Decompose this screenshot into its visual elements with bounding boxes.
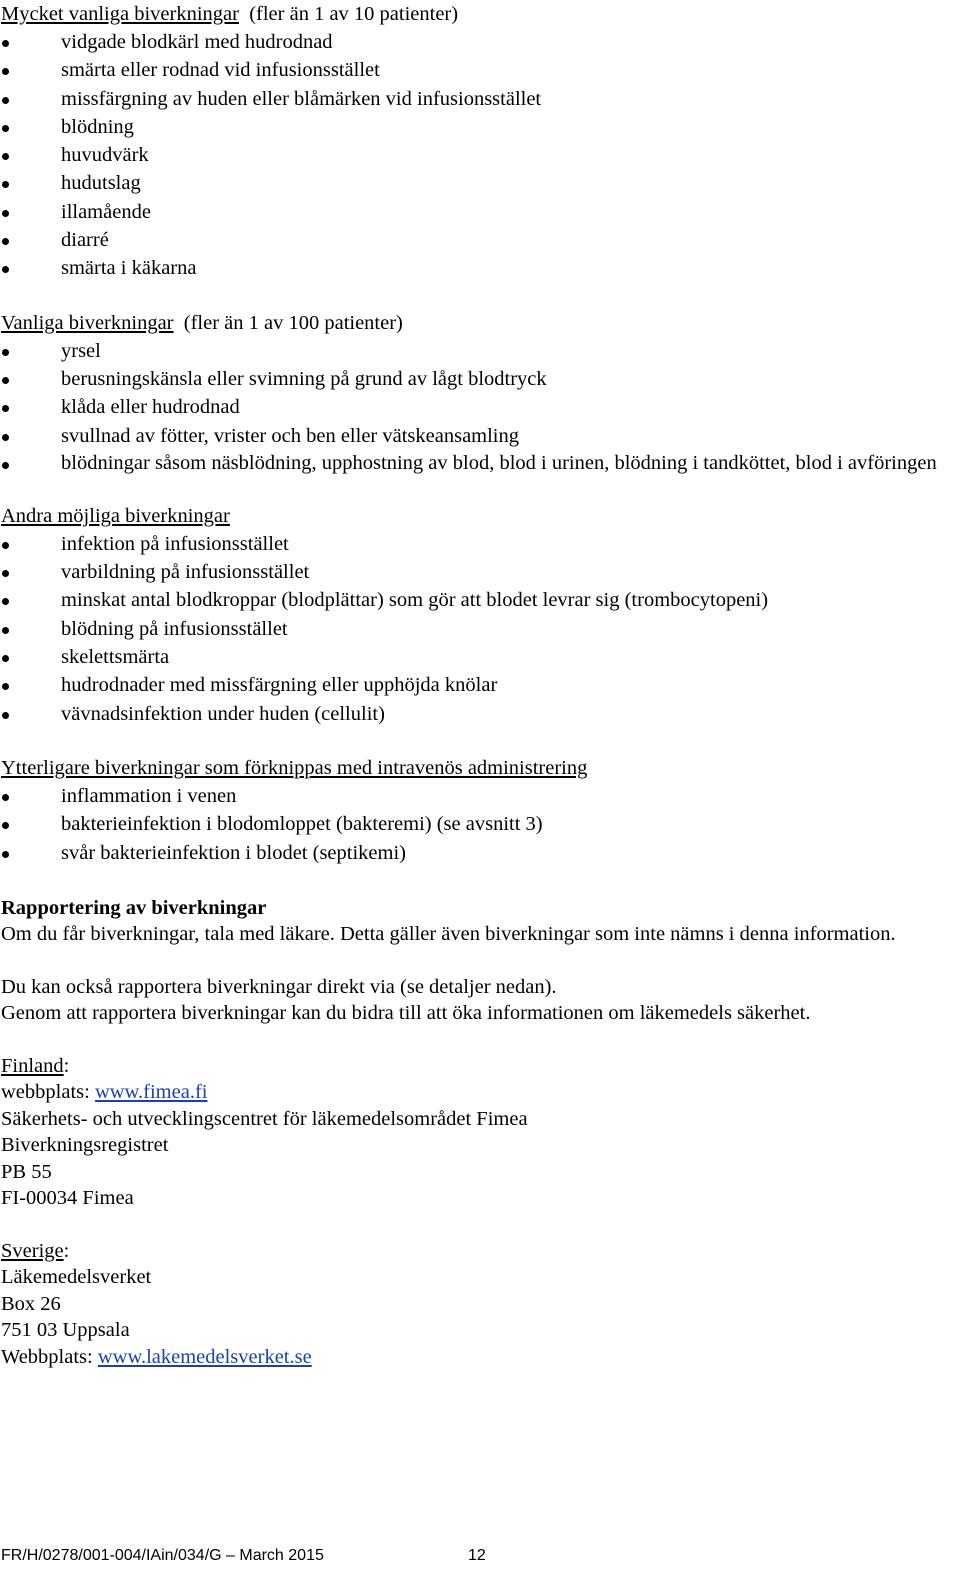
address-line: Biverkningsregistret [1,1134,169,1157]
bullet-icon [2,794,9,801]
bullet-icon [2,822,9,829]
list-item: minskat antal blodkroppar (blodplättar) som gör att blodet levrar sig (trombocytopeni) [1,586,959,614]
bullet-icon [2,40,9,47]
list-item: hudrodnader med missfärgning eller upphöjda knölar [1,671,959,699]
spacer [1,948,959,974]
contact-sverige [1,1238,959,1371]
section-heading [1,502,959,530]
bullet-icon [2,68,9,75]
bullet-icon [2,97,9,104]
list-item: huvudvärk [1,141,959,169]
section-heading-underlined: Mycket vanliga biverkningar [1,3,239,25]
page-number: 12 [468,1547,486,1564]
address-line: PB 55 [1,1160,52,1183]
bullet-icon [2,627,9,634]
section-iv-administration [1,754,959,867]
bullet-icon [2,462,9,469]
bullet-icon [2,210,9,217]
spacer [1,728,959,754]
bullet-icon [2,598,9,605]
section-heading-underlined: Vanliga biverkningar [1,311,174,334]
bullet-icon [2,542,9,549]
bullet-icon [2,125,9,132]
document-reference: FR/H/0278/001-004/IAin/034/G – March 2015 [1,1547,324,1564]
list-item: skelettsmärta [1,643,959,671]
list-item: smärta i käkarna [1,254,959,282]
bullet-list [1,337,959,476]
bullet-icon [2,238,9,245]
list-item: svår bakterieinfektion i blodet (septikemi) [1,839,959,867]
list-item: illamående [1,198,959,226]
list-item: missfärgning av huden eller blåmärken vid infusionsstället [1,85,959,113]
spacer [1,867,959,895]
reporting-paragraph: Genom att rapportera biverkningar kan du bidra till att öka informationen om läkemedels säkerhet. [1,1002,811,1025]
list-item: varbildning på infusionsstället [1,558,959,586]
address-line: FI-00034 Fimea [1,1187,134,1210]
list-item: inflammation i venen [1,782,959,810]
spacer [1,1212,959,1238]
section-heading-underlined: Ytterligare biverkningar som förknippas med intravenös administrering [1,756,588,779]
country-heading: Sverige: [1,1239,70,1262]
address-line: Box 26 [1,1292,61,1315]
section-heading-rest: (fler än 1 av 10 patienter) [249,3,459,25]
section-heading-rest: (fler än 1 av 100 patienter) [183,311,403,334]
spacer [1,476,959,502]
list-item: blödningar såsom näsblödning, upphostning av blod, blod i urinen, blödning i tandköttet, blod i avföringen [1,450,959,476]
section-heading-underlined: Andra möjliga biverkningar [1,504,230,527]
section-heading [1,754,959,782]
list-item: diarré [1,226,959,254]
list-item: vävnadsinfektion under huden (cellulit) [1,700,959,728]
spacer [1,283,959,309]
list-item: yrsel [1,337,959,365]
list-item: infektion på infusionsstället [1,530,959,558]
bullet-icon [2,405,9,412]
bullet-icon [2,153,9,160]
bullet-list [1,782,959,867]
website-line: webbplats: www.fimea.fi [1,1081,208,1104]
reporting-title: Rapportering av biverkningar [1,896,267,919]
bullet-icon [2,434,9,441]
bullet-icon [2,349,9,356]
bullet-icon [2,570,9,577]
reporting-paragraph: Du kan också rapportera biverkningar direkt via (se detaljer nedan). [1,975,557,998]
bullet-icon [2,266,9,273]
fimea-website-link[interactable]: www.fimea.fi [94,1081,208,1104]
list-item: klåda eller hudrodnad [1,393,959,421]
section-heading [1,0,959,28]
bullet-list [1,28,959,283]
lakemedelsverket-website-link[interactable]: www.lakemedelsverket.se [97,1345,312,1368]
page-footer [1,1546,486,1566]
bullet-icon [2,712,9,719]
list-item: blödning [1,113,959,141]
list-item: vidgade blodkärl med hudrodnad [1,28,959,56]
address-line: Säkerhets- och utvecklingscentret för läkemedelsområdet Fimea [1,1107,528,1130]
list-item: hudutslag [1,169,959,197]
bullet-icon [2,851,9,858]
reporting-section [1,895,959,1027]
address-line: Läkemedelsverket [1,1266,152,1289]
list-item: svullnad av fötter, vrister och ben eller vätskeansamling [1,422,959,450]
bullet-list [1,530,959,728]
contact-finland [1,1053,959,1212]
bullet-icon [2,655,9,662]
section-common [1,309,959,476]
list-item: smärta eller rodnad vid infusionsstället [1,56,959,84]
list-item: berusningskänsla eller svimning på grund av lågt blodtryck [1,365,959,393]
section-very-common [1,0,959,283]
website-line: Webbplats: www.lakemedelsverket.se [1,1345,312,1368]
bullet-icon [2,181,9,188]
spacer [1,1027,959,1053]
country-heading: Finland: [1,1054,70,1077]
list-item: bakterieinfektion i blodomloppet (bakteremi) (se avsnitt 3) [1,810,959,838]
address-line: 751 03 Uppsala [1,1319,130,1342]
bullet-icon [2,377,9,384]
section-other-possible [1,502,959,728]
bullet-icon [2,683,9,690]
section-heading [1,309,959,337]
reporting-paragraph: Om du får biverkningar, tala med läkare. Detta gäller även biverkningar som inte nämns i denna information. [1,923,896,946]
list-item: blödning på infusionsstället [1,615,959,643]
